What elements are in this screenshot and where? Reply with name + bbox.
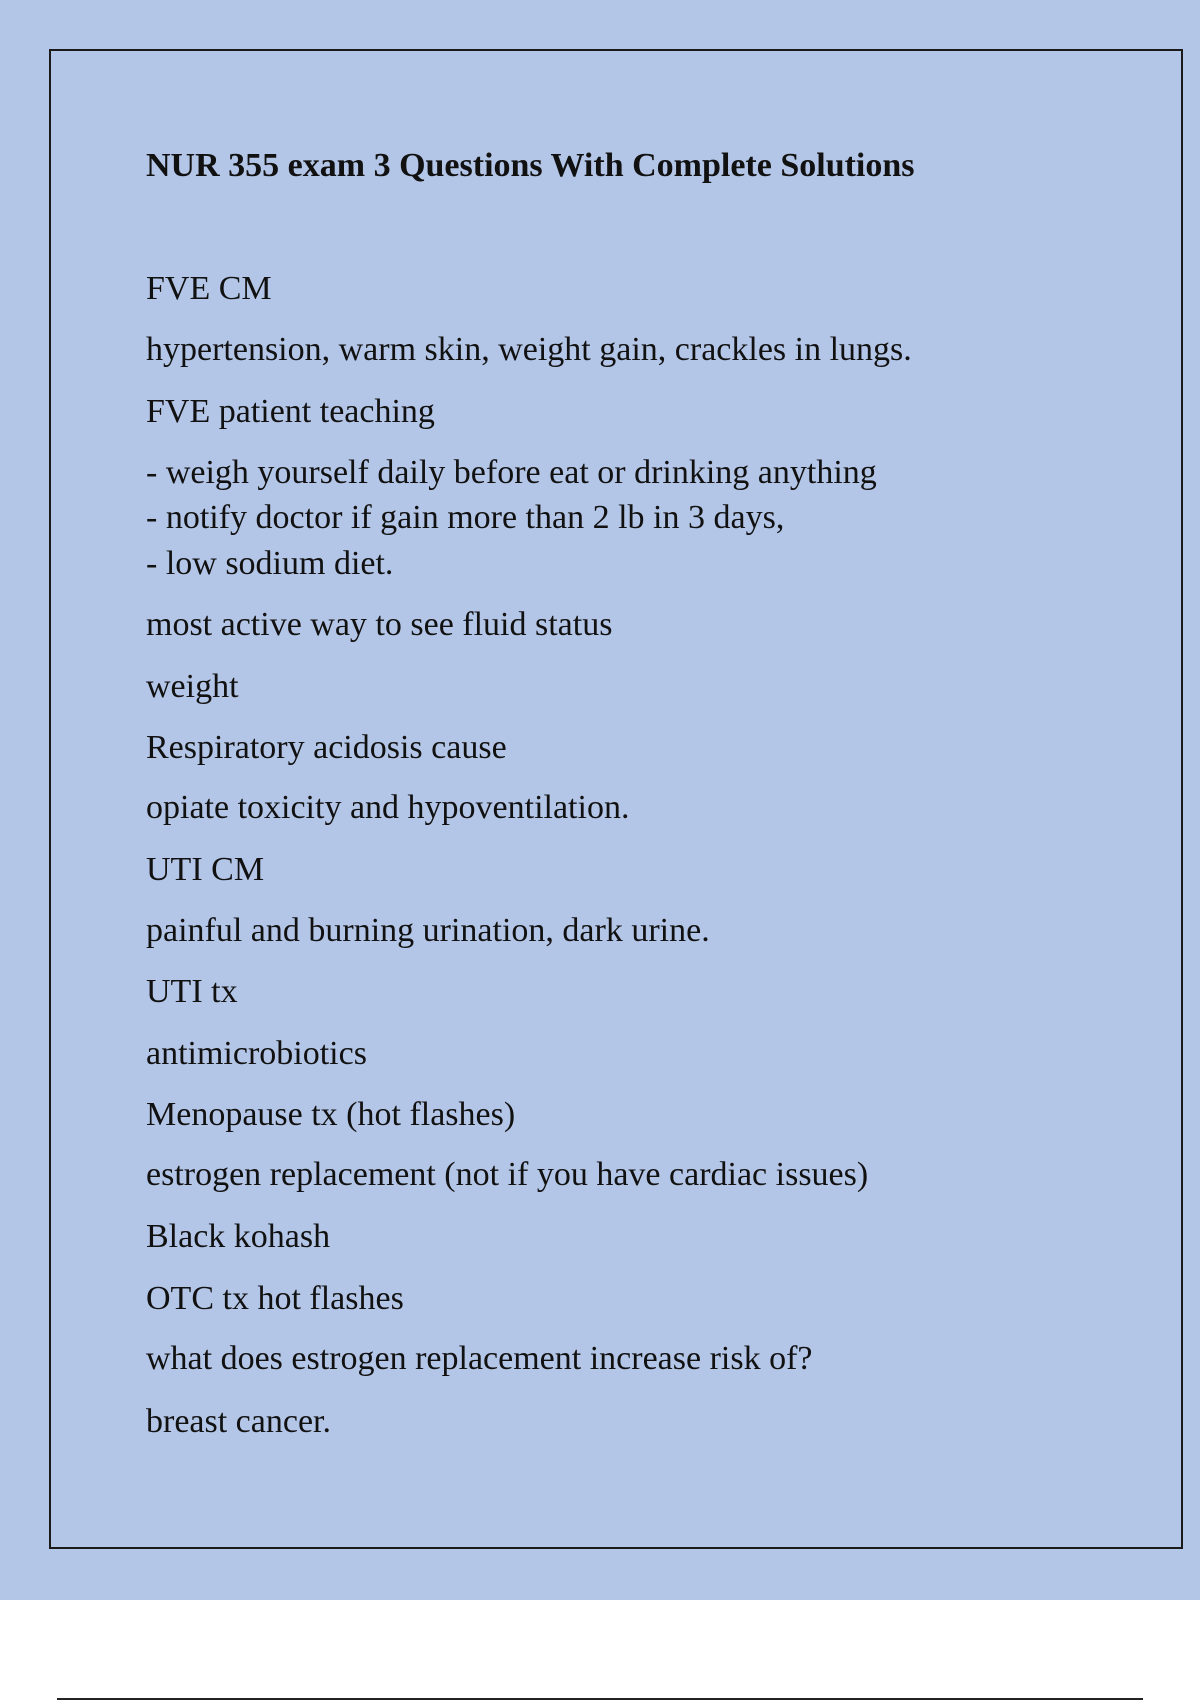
question-fluid-status: most active way to see fluid status <box>146 606 613 643</box>
answer-fve-cm: hypertension, warm skin, weight gain, crackles in lungs. <box>146 331 912 368</box>
question-fve-cm: FVE CM <box>146 270 272 307</box>
question-estrogen-risk: what does estrogen replacement increase risk of? <box>146 1340 813 1377</box>
question-menopause-tx: Menopause tx (hot flashes) <box>146 1096 516 1133</box>
answer-resp-acidosis: opiate toxicity and hypoventilation. <box>146 789 630 826</box>
question-black-kohash: Black kohash <box>146 1218 331 1255</box>
question-uti-cm: UTI CM <box>146 851 265 888</box>
answer-estrogen-risk: breast cancer. <box>146 1403 331 1440</box>
answer-uti-cm: painful and burning urination, dark urine. <box>146 912 710 949</box>
answer-fve-teaching-1: - weigh yourself daily before eat or drinking anything <box>146 454 877 491</box>
answer-fve-teaching-2: - notify doctor if gain more than 2 lb in 3 days, <box>146 499 785 536</box>
answer-fve-teaching-3: - low sodium diet. <box>146 545 394 582</box>
answer-menopause-tx: estrogen replacement (not if you have cardiac issues) <box>146 1156 869 1193</box>
question-resp-acidosis: Respiratory acidosis cause <box>146 729 507 766</box>
answer-fluid-status: weight <box>146 668 239 705</box>
answer-black-kohash: OTC tx hot flashes <box>146 1280 404 1317</box>
answer-uti-tx: antimicrobiotics <box>146 1035 367 1072</box>
question-uti-tx: UTI tx <box>146 973 238 1010</box>
document-title: NUR 355 exam 3 Questions With Complete Solutions <box>146 147 915 184</box>
question-fve-teaching: FVE patient teaching <box>146 393 435 430</box>
